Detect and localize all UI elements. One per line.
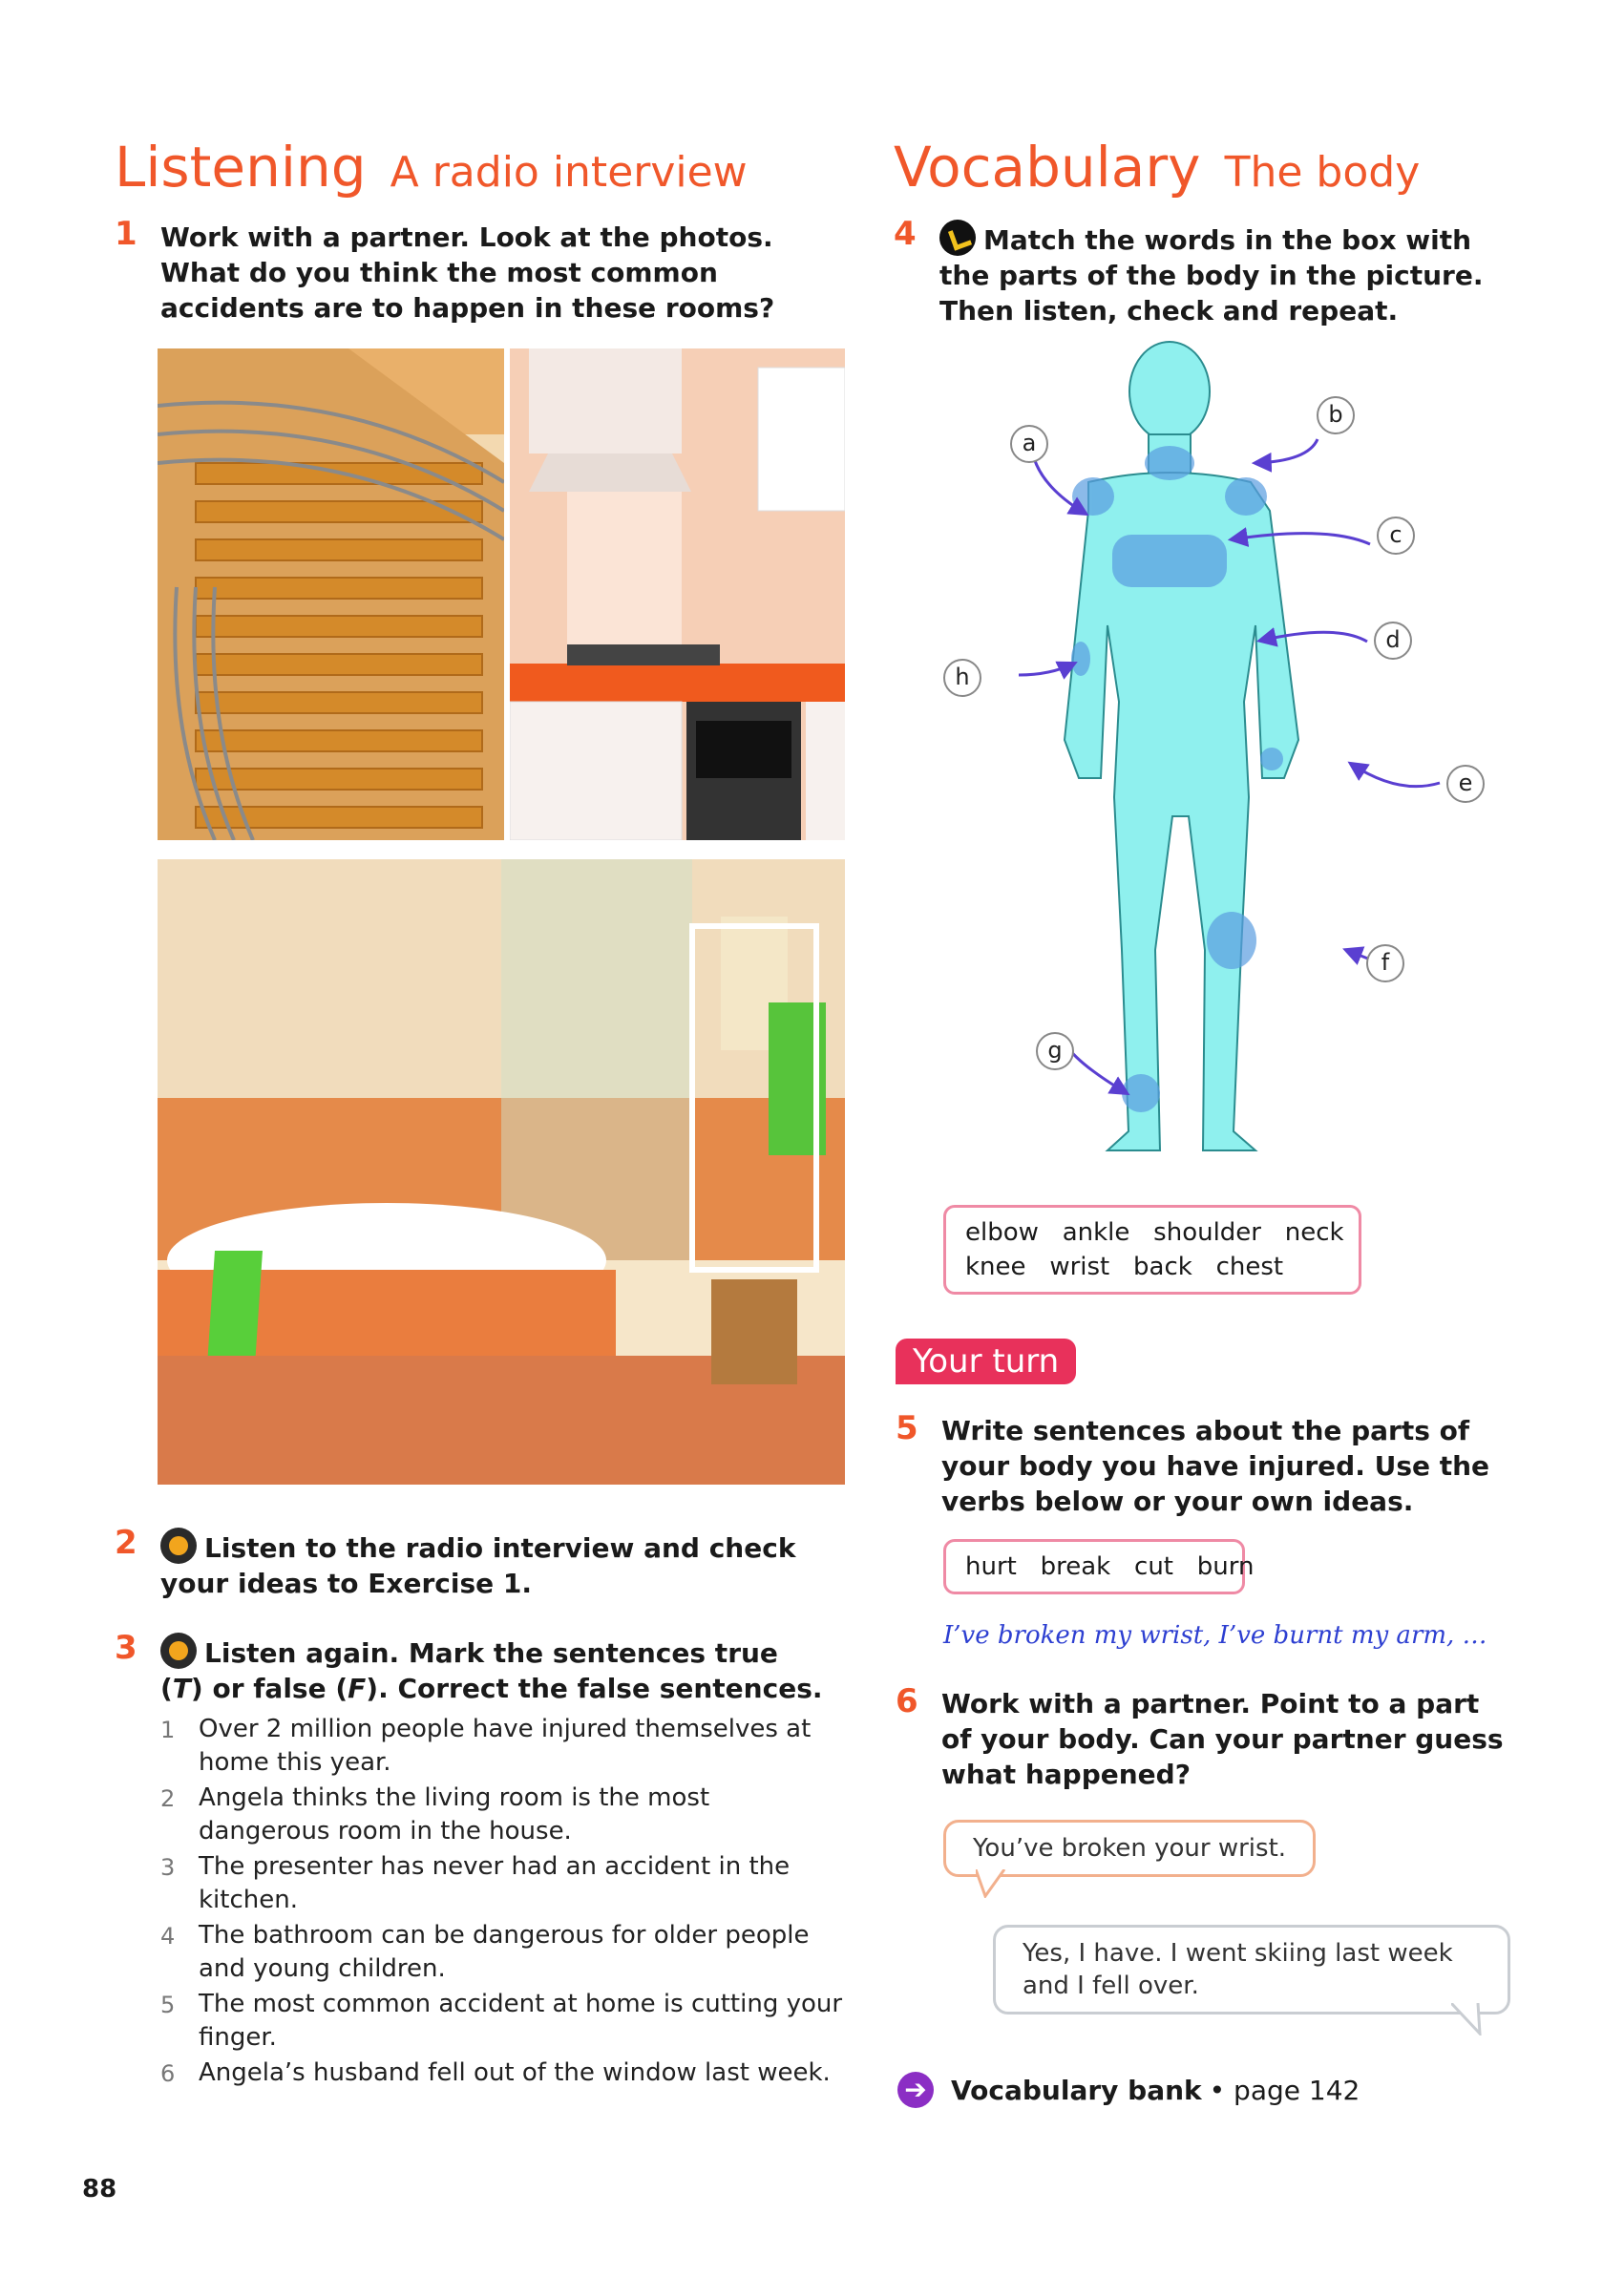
vocabulary-bank-label: Vocabulary bank — [951, 2074, 1202, 2106]
staircase-image — [158, 348, 504, 840]
list-item — [160, 1988, 848, 2055]
instruction-false: F — [348, 1673, 367, 1704]
instruction-part: ) or false ( — [190, 1673, 348, 1704]
exercise-number: 3 — [115, 1629, 137, 1667]
exercise-number: 5 — [896, 1409, 918, 1447]
listening-heading — [115, 135, 748, 200]
item-number: 3 — [160, 1854, 176, 1881]
exercise-4-text: Match the words in the box with the parts of the body in the picture. Then listen, check and repeat. — [939, 224, 1484, 327]
speech-bubble-2 — [993, 1925, 1510, 2014]
item-number: 1 — [160, 1717, 176, 1743]
label-b: b — [1317, 396, 1355, 434]
item-number: 4 — [160, 1923, 176, 1950]
list-item — [160, 1782, 848, 1848]
vocabulary-heading — [894, 135, 1421, 200]
exercise-6-instruction: Work with a partner. Point to a part of your body. Can your partner guess what happened? — [941, 1688, 1504, 1790]
exercise-2-instruction — [160, 1528, 829, 1601]
exercise-2-text: Listen to the radio interview and check your ideas to Exercise 1. — [160, 1532, 796, 1599]
audio-icon[interactable] — [160, 1528, 197, 1564]
label-h: h — [943, 659, 981, 697]
photo-kitchen — [510, 348, 845, 840]
item-text: Angela thinks the living room is the most dangerous room in the house. — [199, 1783, 710, 1846]
instruction-true: T — [172, 1673, 191, 1704]
item-text: The bathroom can be dangerous for older people and young children. — [199, 1921, 810, 1983]
item-number: 5 — [160, 1992, 176, 2018]
word-box-line: knee wrist back chest — [965, 1253, 1284, 1281]
list-item — [160, 2057, 848, 2090]
heading-main: Listening — [115, 135, 367, 200]
instruction-part: ). Correct the false sentences. — [366, 1673, 823, 1704]
human-body-figure — [926, 339, 1470, 1179]
exercise-number: 4 — [894, 215, 917, 253]
list-item — [160, 1919, 848, 1986]
list-item — [160, 1850, 848, 1917]
bubble-tail-1 — [976, 1869, 1014, 1898]
list-item — [160, 1713, 848, 1780]
vocabulary-bank-link[interactable] — [897, 2072, 1360, 2108]
statement-list — [160, 1713, 848, 2092]
heading-sub: The body — [1224, 148, 1421, 197]
verb-box-line: hurt break cut burn — [965, 1552, 1255, 1581]
instruction-part: Listen again. Mark the sentences true ( — [160, 1637, 778, 1704]
your-turn-label: Your turn — [913, 1342, 1060, 1381]
exercise-1-instruction: Work with a partner. Look at the photos. What do you think the most common accidents are to happen in these rooms? — [160, 221, 775, 324]
label-g: g — [1036, 1032, 1074, 1070]
item-text: The most common accident at home is cutting your finger. — [199, 1990, 843, 2052]
exercise-4-instruction — [939, 220, 1503, 328]
heading-main: Vocabulary — [894, 135, 1201, 200]
speech-text: Yes, I have. I went skiing last week and I fell over. — [1023, 1939, 1453, 2000]
arrow-right-icon: ➔ — [897, 2072, 934, 2108]
exercise-number: 6 — [896, 1682, 918, 1720]
example-sentence: I’ve broken my wrist, I’ve burnt my arm, … — [943, 1621, 1487, 1650]
bathroom-image — [158, 859, 845, 1485]
cd-icon[interactable] — [939, 220, 976, 256]
label-f: f — [1366, 944, 1404, 982]
photo-staircase — [158, 348, 504, 840]
item-number: 6 — [160, 2060, 176, 2087]
label-a: a — [1010, 425, 1048, 463]
item-text: Over 2 million people have injured themselves at home this year. — [199, 1715, 812, 1777]
bubble-tail-2 — [1451, 2003, 1489, 2035]
word-box-line: elbow ankle shoulder neck — [965, 1218, 1344, 1247]
item-text: The presenter has never had an accident in the kitchen. — [199, 1852, 791, 1914]
page-number: 88 — [82, 2175, 117, 2204]
label-e: e — [1446, 765, 1485, 803]
verb-box — [943, 1539, 1255, 1594]
speech-bubble-1 — [943, 1820, 1316, 1877]
word-box — [943, 1205, 1361, 1295]
speech-text: You’ve broken your wrist. — [973, 1834, 1287, 1863]
kitchen-image — [510, 348, 845, 840]
label-d: d — [1374, 622, 1412, 660]
exercise-number: 1 — [115, 215, 137, 253]
your-turn-banner — [896, 1339, 1076, 1384]
photo-bathroom — [158, 859, 845, 1485]
heading-sub: A radio interview — [390, 148, 748, 197]
label-c: c — [1377, 517, 1415, 555]
item-text: Angela’s husband fell out of the window last week. — [199, 2058, 831, 2087]
item-number: 2 — [160, 1785, 176, 1812]
exercise-3-instruction — [160, 1633, 829, 1706]
audio-icon[interactable] — [160, 1633, 197, 1669]
vocabulary-bank-page: • page 142 — [1209, 2074, 1360, 2106]
exercise-number: 2 — [115, 1524, 137, 1562]
body-diagram — [926, 339, 1470, 1179]
exercise-5-instruction: Write sentences about the parts of your body you have injured. Use the verbs below or your own ideas. — [941, 1415, 1490, 1517]
